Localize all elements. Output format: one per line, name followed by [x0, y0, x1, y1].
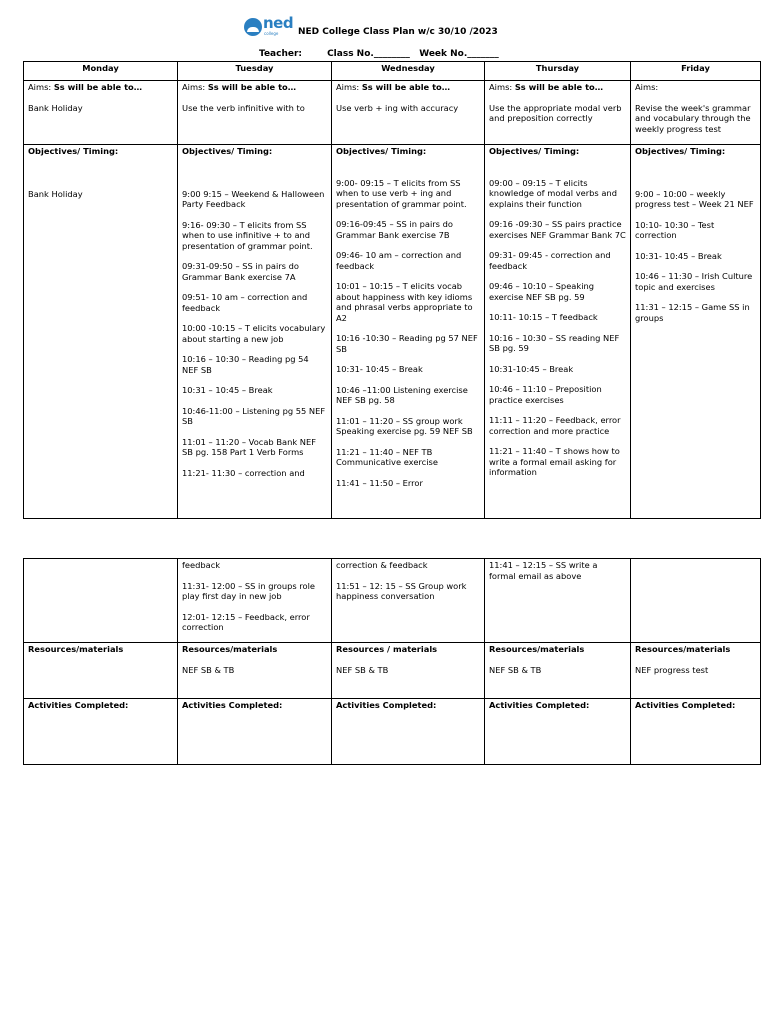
aims-label: Aims:: [182, 82, 206, 92]
resources-label: Resources/materials: [489, 644, 585, 654]
objective-item: 9:16- 09:30 – T elicits from SS when to use infinitive + to and presentation of grammar point.: [182, 219, 313, 251]
activities-label: Activities Completed:: [336, 700, 437, 710]
aims-row: [24, 81, 761, 145]
continued-cell-tuesday: [178, 559, 332, 643]
aims-cell-thursday: [485, 81, 631, 145]
objective-item: 9:00- 09:15 – T elicits from SS when to use verb + ing and presentation of grammar point.: [336, 177, 467, 209]
objectives-row: [24, 145, 761, 519]
resources-label: Resources/materials: [182, 644, 278, 654]
resources-cell-monday: [24, 643, 178, 699]
activities-cell-thursday: [485, 699, 631, 765]
aims-label: Aims:: [336, 82, 360, 92]
objective-item: 10:31-10:45 – Break: [489, 363, 574, 374]
aims-bold-text: Ss will be able to…: [207, 82, 297, 92]
day-header-monday: Monday: [24, 62, 178, 81]
continued-cell-monday: [24, 559, 178, 643]
aims-label: Aims:: [28, 82, 52, 92]
aims-bold-text: Ss will be able to…: [514, 82, 604, 92]
continued-cell-wednesday: [332, 559, 485, 643]
aims-cell-friday: [631, 81, 761, 145]
objective-item: 12:01- 12:15 – Feedback, error correction: [182, 611, 310, 632]
objective-item: 09:31- 09:45 - correction and feedback: [489, 250, 611, 271]
logo-emblem-icon: [244, 18, 262, 36]
resources-cell-thursday: [485, 643, 631, 699]
day-header-row: [24, 62, 761, 81]
objectives-label: Objectives/ Timing:: [182, 146, 273, 156]
activities-cell-tuesday: [178, 699, 332, 765]
document-header: [0, 14, 768, 60]
aims-bold-text: Ss will be able to…: [53, 82, 143, 92]
objective-item: feedback: [182, 560, 221, 570]
objective-item: 10:46-11:00 – Listening pg 55 NEF SB: [182, 405, 326, 426]
logo-text: ned: [263, 14, 294, 32]
logo-subtext: college: [264, 31, 279, 36]
objective-item: 9:00 9:15 – Weekend & Halloween Party Feedback: [182, 188, 325, 209]
aims-label: Aims:: [635, 82, 659, 92]
ned-college-logo: [244, 16, 296, 38]
activities-cell-wednesday: [332, 699, 485, 765]
objectives-cell-monday: [24, 145, 178, 519]
aims-cell-tuesday: [178, 81, 332, 145]
resources-text: NEF SB & TB: [182, 664, 235, 675]
aims-text: Bank Holiday: [28, 102, 83, 113]
aims-text: Use verb + ing with accuracy: [336, 102, 459, 113]
objectives-continued-row: [24, 559, 761, 643]
resources-text: NEF SB & TB: [336, 664, 389, 675]
resources-label: Resources/materials: [28, 644, 124, 654]
activities-cell-friday: [631, 699, 761, 765]
objective-item: 10:31- 10:45 – Break: [635, 250, 722, 261]
activities-label: Activities Completed:: [28, 700, 129, 710]
objective-item: 10:46 – 11:30 – Irish Culture topic and exercises: [635, 271, 753, 292]
aims-bold-text: Ss will be able to…: [361, 82, 451, 92]
objective-item: 10:00 -10:15 – T elicits vocabulary about starting a new job: [182, 323, 326, 344]
objective-item: correction & feedback: [336, 560, 428, 570]
aims-label: Aims:: [489, 82, 513, 92]
objective-item: 11:21- 11:30 – correction and: [182, 467, 305, 478]
continued-cell-friday: [631, 559, 761, 643]
objective-item: 11:31- 12:00 – SS in groups role play first day in new job: [182, 580, 316, 601]
objective-item: 11:01 – 11:20 – Vocab Bank NEF SB pg. 158 Part 1 Verb Forms: [182, 436, 317, 457]
objective-item: 11:41 – 11:50 – Error: [336, 477, 423, 488]
objective-item: 10:31- 10:45 – Break: [336, 364, 423, 374]
resources-cell-friday: [631, 643, 761, 699]
day-header-wednesday: Wednesday: [332, 62, 485, 81]
resources-row: [24, 643, 761, 699]
day-header-friday: Friday: [631, 62, 761, 81]
resources-cell-tuesday: [178, 643, 332, 699]
objective-item: 09:31-09:50 – SS in pairs do Grammar Bank exercise 7A: [182, 261, 299, 282]
objective-item: 11:31 – 12:15 – Game SS in groups: [635, 302, 750, 323]
activities-label: Activities Completed:: [635, 700, 736, 710]
objective-item: 10:11- 10:15 – T feedback: [489, 312, 598, 322]
objective-item: 11:21 – 11:40 – NEF TB Communicative exercise: [336, 446, 438, 467]
objectives-label: Objectives/ Timing:: [28, 146, 119, 156]
objective-item: 09:46 – 10:10 – Speaking exercise NEF SB pg. 59: [489, 281, 595, 302]
aims-cell-wednesday: [332, 81, 485, 145]
objective-item: 09:00 – 09:15 – T elicits knowledge of modal verbs and explains their function: [489, 177, 617, 209]
objective-item: 09:16-09:45 – SS in pairs do Grammar Bank exercise 7B: [336, 219, 453, 240]
objective-item: 10:01 – 10:15 – T elicits vocab about happiness with key idioms and phrasal verbs appropriate to A2: [336, 281, 473, 323]
objectives-label: Objectives/ Timing:: [336, 146, 427, 156]
aims-text: Use the verb infinitive with to: [182, 102, 305, 113]
activities-label: Activities Completed:: [182, 700, 283, 710]
objectives-cell-wednesday: [332, 145, 485, 519]
objective-item: 10:16 – 10:30 – SS reading NEF SB pg. 59: [489, 332, 620, 353]
objective-item: 10:16 – 10:30 – Reading pg 54 NEF SB: [182, 354, 309, 375]
objective-item: 11:11 – 11:20 – Feedback, error correction and more practice: [489, 415, 621, 436]
objectives-cell-tuesday: [178, 145, 332, 519]
resources-label: Resources / materials: [336, 644, 438, 654]
objective-item: 11:51 – 12: 15 – SS Group work happiness conversation: [336, 580, 467, 601]
class-plan-table-page1: [23, 61, 761, 519]
resources-text: NEF progress test: [635, 664, 709, 675]
objectives-cell-friday: [631, 145, 761, 519]
continued-cell-thursday: [485, 559, 631, 643]
objective-item: 09:16 -09:30 – SS pairs practice exercises NEF Grammar Bank 7C: [489, 219, 626, 240]
resources-cell-wednesday: [332, 643, 485, 699]
resources-label: Resources/materials: [635, 644, 731, 654]
class-plan-table-page2: [23, 558, 761, 765]
aims-text: Revise the week's grammar and vocabulary through the weekly progress test: [635, 102, 751, 134]
objective-item: 10:46 –11:00 Listening exercise NEF SB pg. 58: [336, 384, 468, 405]
objective-item: 10:31 – 10:45 – Break: [182, 385, 273, 395]
day-header-tuesday: Tuesday: [178, 62, 332, 81]
objective-item: Bank Holiday: [28, 188, 83, 199]
objectives-label: Objectives/ Timing:: [489, 146, 580, 156]
activities-label: Activities Completed:: [489, 700, 590, 710]
objective-item: 10:46 – 11:10 – Preposition practice exercises: [489, 384, 602, 405]
activities-cell-monday: [24, 699, 178, 765]
aims-text: Use the appropriate modal verb and preposition correctly: [489, 102, 622, 123]
objectives-label: Objectives/ Timing:: [635, 146, 726, 156]
objective-item: 10:10- 10:30 – Test correction: [635, 219, 715, 240]
teacher-class-week-line: Teacher: Class No.________ Week No._______: [259, 49, 499, 59]
day-header-thursday: Thursday: [485, 62, 631, 81]
objective-item: 9:00 – 10:00 – weekly progress test – Week 21 NEF: [635, 188, 754, 209]
objective-item: 09:51- 10 am – correction and feedback: [182, 292, 308, 313]
objective-item: 11:21 – 11:40 – T shows how to write a formal email asking for information: [489, 446, 620, 477]
activities-row: [24, 699, 761, 765]
aims-cell-monday: [24, 81, 178, 145]
objective-item: 09:46- 10 am – correction and feedback: [336, 250, 462, 271]
objective-item: 10:16 -10:30 – Reading pg 57 NEF SB: [336, 333, 478, 354]
objective-item: 11:41 – 12:15 – SS write a formal email as above: [489, 560, 598, 581]
resources-text: NEF SB & TB: [489, 664, 542, 675]
page-title: NED College Class Plan w/c 30/10 /2023: [298, 27, 498, 37]
objectives-cell-thursday: [485, 145, 631, 519]
objective-item: 11:01 – 11:20 – SS group work Speaking exercise pg. 59 NEF SB: [336, 415, 473, 436]
